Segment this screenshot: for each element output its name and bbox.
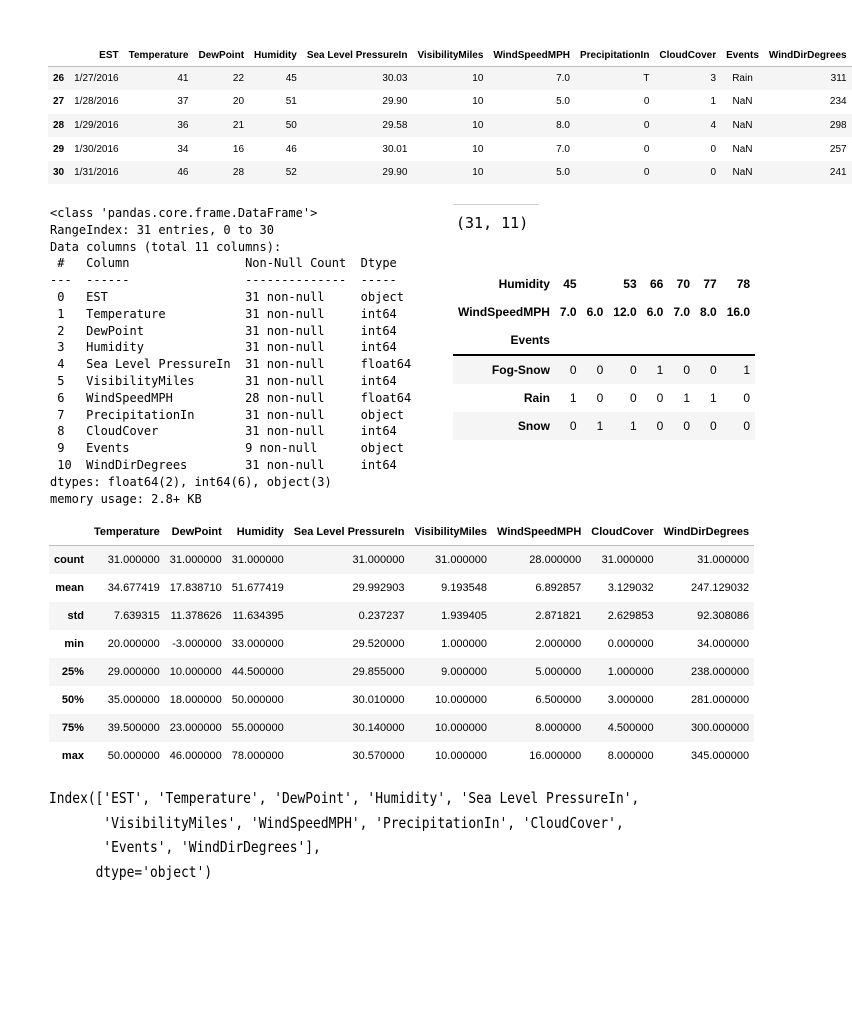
crosstab-cell: 0 (683, 419, 691, 433)
stat-cell: 29.000000 (107, 665, 160, 678)
crosstab-blank-header (582, 326, 609, 355)
info-output: <class 'pandas.core.frame.DataFrame'> RangeIndex: 31 entries, 0 to 30 Data columns (total 11 columns): # Column Non-Null Count Dtype --- ------ -------------- ----- 0 EST 31 non-null object 1 Temperature 31 non-null int64 2 DewPoint 31 non-null int64 3 Humidity 31 non-null int64 4 Sea Level PressureIn 31 non-null float64 5 VisibilityMiles 31 non-null int64 6 WindSpeedMPH 28 non-null float64 7 PrecipitationIn 31 non-null object 8 CloudCover 31 non-null int64 9 Events 9 non-null object 10 WindDirDegrees 31 non-null int64 dtypes: float64(2), int64(6), object(3) memory usage: 2.8+ KB (50, 206, 412, 506)
stat-cell: 33.000000 (231, 637, 284, 650)
stat-cell: 46.000000 (169, 749, 222, 762)
describe-table-header (49, 518, 754, 546)
cell-cloudcover: 0 (710, 143, 717, 155)
table-row (49, 658, 754, 686)
stat-cell: 238.000000 (690, 665, 750, 678)
crosstab-column-header: 7.0 (673, 305, 691, 319)
stat-cell: 31.000000 (697, 553, 750, 566)
cell-humidity: 50 (285, 119, 297, 131)
crosstab-header (453, 270, 755, 355)
stat-cell: 18.000000 (169, 693, 222, 706)
crosstab-cell: 0 (710, 363, 717, 377)
cell-temperature: 46 (177, 167, 189, 179)
cell-precipitation: 0 (643, 119, 650, 131)
stat-cell: 30.010000 (352, 693, 405, 706)
stat-cell: 10.000000 (435, 749, 488, 762)
stat-cell: 1.000000 (441, 637, 488, 650)
cell-humidity: 52 (285, 167, 297, 179)
row-index: count (54, 553, 84, 566)
table-row (49, 742, 754, 770)
column-header-dewpoint: DewPoint (171, 525, 222, 538)
crosstab-header-row-windspeed (453, 298, 755, 326)
crosstab-cell: 1 (743, 363, 751, 377)
stat-cell: 7.639315 (113, 609, 160, 622)
cell-sea-level-pressure: 30.03 (382, 73, 408, 85)
stat-cell: 6.500000 (535, 693, 582, 706)
row-index: 29 (53, 143, 65, 155)
stat-cell: 31.000000 (107, 553, 160, 566)
crosstab-cell: 0 (569, 363, 577, 377)
stat-cell: 10.000000 (435, 721, 488, 734)
cell-winddir: 311 (830, 73, 847, 85)
row-index: min (64, 637, 84, 650)
crosstab-column-header: 66 (649, 277, 664, 291)
stat-cell: 29.520000 (352, 637, 405, 650)
crosstab-blank-header (608, 326, 641, 355)
crosstab-body (453, 355, 755, 440)
row-index: 75% (61, 721, 84, 734)
stat-cell: 30.140000 (352, 721, 405, 734)
stat-cell: 3.129032 (607, 581, 654, 594)
crosstab-index-name-row (453, 326, 755, 355)
cell-cloudcover: 4 (710, 119, 717, 131)
stat-cell: 23.000000 (169, 721, 222, 734)
cell-est: 1/30/2016 (74, 143, 119, 155)
stat-cell: 1.000000 (607, 665, 654, 678)
cell-precipitation: T (643, 73, 650, 85)
shape-output: (31, 11) (456, 214, 529, 232)
crosstab-cell: 1 (629, 419, 637, 433)
stat-cell: 39.500000 (107, 721, 160, 734)
cell-humidity: 46 (285, 143, 297, 155)
cell-visibility: 10 (472, 73, 484, 85)
crosstab-cell: 0 (656, 391, 664, 405)
crosstab-cell: 1 (569, 391, 577, 405)
describe-table-body (49, 546, 754, 770)
column-header-temperature: Temperature (128, 49, 189, 61)
stat-cell: 50.000000 (231, 693, 284, 706)
table-row (49, 686, 754, 714)
stat-cell: 30.570000 (352, 749, 405, 762)
cell-humidity: 51 (285, 96, 297, 108)
output-divider (453, 204, 539, 205)
row-index: Fog-Snow (491, 363, 550, 377)
crosstab-cell: 0 (629, 391, 637, 405)
cell-winddir: 234 (829, 96, 847, 108)
stat-cell: 50.000000 (107, 749, 160, 762)
stat-cell: 17.838710 (169, 581, 222, 594)
stat-cell: 35.000000 (107, 693, 160, 706)
cell-temperature: 37 (177, 96, 189, 108)
cell-dewpoint: 16 (232, 143, 245, 155)
cell-dewpoint: 28 (232, 167, 245, 179)
stat-cell: 78.000000 (231, 749, 284, 762)
crosstab-cell: 0 (629, 363, 637, 377)
stat-cell: 2.871821 (535, 609, 582, 622)
row-index: 25% (61, 665, 84, 678)
column-header-winddir: WindDirDegrees (663, 525, 750, 538)
crosstab-table (453, 270, 755, 440)
stat-cell: 29.855000 (352, 665, 405, 678)
index-header (48, 44, 69, 67)
cell-visibility: 10 (472, 119, 484, 131)
column-header-precipitation: PrecipitationIn (579, 49, 650, 61)
crosstab-column-header: 53 (623, 277, 637, 291)
describe-table (49, 518, 754, 770)
crosstab-column-header: 8.0 (700, 305, 717, 319)
table-row (48, 90, 852, 114)
column-header-temperature: Temperature (93, 525, 160, 538)
crosstab-blank-header (695, 326, 722, 355)
cell-est: 1/29/2016 (74, 119, 119, 131)
stat-cell: 2.000000 (535, 637, 582, 650)
row-index: 27 (53, 96, 65, 108)
crosstab-level-name: WindSpeedMPH (458, 305, 550, 319)
stat-cell: 44.500000 (231, 665, 284, 678)
crosstab-column-header (582, 270, 609, 298)
crosstab-column-header: 45 (563, 277, 577, 291)
row-index: mean (55, 581, 84, 594)
row-index: Rain (523, 391, 550, 405)
column-header-winddir: WindDirDegrees (768, 49, 847, 61)
row-index: 26 (53, 73, 65, 85)
crosstab-cell: 0 (656, 419, 664, 433)
table-row (48, 161, 852, 185)
crosstab-column-header: 6.0 (586, 305, 604, 319)
index-header (49, 518, 89, 546)
crosstab-cell: 0 (596, 391, 604, 405)
cell-windspeed: 7.0 (556, 143, 570, 155)
stat-cell: 1.939405 (441, 609, 488, 622)
crosstab-cell: 0 (596, 363, 604, 377)
cell-cloudcover: 3 (710, 73, 717, 85)
crosstab-blank-header (555, 326, 582, 355)
table-row (49, 602, 754, 630)
column-header-windspeed: WindSpeedMPH (497, 525, 582, 538)
cell-cloudcover: 0 (710, 167, 717, 179)
crosstab-column-header: 78 (736, 277, 751, 291)
crosstab-column-header: 6.0 (646, 305, 664, 319)
stat-cell: 31.000000 (169, 553, 222, 566)
stat-cell: 16.000000 (529, 749, 582, 762)
crosstab-blank-header (642, 326, 669, 355)
stat-cell: 9.193548 (441, 581, 488, 594)
table-row (49, 574, 754, 602)
stat-cell: 55.000000 (231, 721, 284, 734)
crosstab-blank-header (668, 326, 695, 355)
stat-cell: 4.500000 (607, 721, 654, 734)
crosstab-index-name: Events (453, 326, 555, 355)
stat-cell: 28.000000 (529, 553, 582, 566)
cell-cloudcover: 1 (710, 96, 717, 108)
cell-precipitation: 0 (643, 96, 650, 108)
table-row (48, 114, 852, 138)
cell-humidity: 45 (285, 73, 297, 85)
column-header-visibility: VisibilityMiles (414, 525, 488, 538)
cell-precipitation: 0 (643, 143, 650, 155)
column-header-sea-level-pressure: Sea Level PressureIn (293, 525, 405, 538)
stat-cell: 8.000000 (607, 749, 654, 762)
crosstab-cell: 0 (569, 419, 577, 433)
stat-cell: 31.000000 (435, 553, 488, 566)
stat-cell: 31.000000 (601, 553, 654, 566)
table-row (453, 412, 755, 440)
crosstab-cell: 1 (710, 391, 717, 405)
cell-est: 1/31/2016 (74, 167, 119, 179)
table-row (453, 384, 755, 412)
cell-visibility: 10 (472, 167, 484, 179)
crosstab-header-row-humidity (453, 270, 755, 298)
crosstab-cell: 0 (743, 391, 751, 405)
stat-cell: 34.000000 (697, 637, 750, 650)
stat-cell: 300.000000 (690, 721, 750, 734)
stat-cell: 345.000000 (690, 749, 750, 762)
crosstab-blank-header (722, 326, 755, 355)
crosstab-cell: 0 (683, 363, 691, 377)
cell-est: 1/27/2016 (74, 73, 119, 85)
stat-cell: 29.992903 (352, 581, 405, 594)
cell-windspeed: 5.0 (556, 167, 570, 179)
table-row (49, 714, 754, 742)
column-header-humidity: Humidity (236, 525, 284, 538)
row-index: max (61, 749, 84, 762)
cell-events: NaN (732, 96, 753, 108)
column-header-sea-level-pressure: Sea Level PressureIn (306, 49, 408, 61)
head-dataframe-table (48, 44, 852, 184)
column-header-cloudcover: CloudCover (591, 525, 654, 538)
row-index: std (67, 609, 84, 622)
column-header-dewpoint: DewPoint (198, 49, 245, 61)
stat-cell: 92.308086 (697, 609, 750, 622)
cell-dewpoint: 22 (232, 73, 245, 85)
cell-winddir: 298 (829, 119, 847, 131)
row-index: 50% (61, 693, 84, 706)
crosstab-column-header: 7.0 (559, 305, 577, 319)
stat-cell: 10.000000 (435, 693, 488, 706)
cell-winddir: 257 (829, 143, 847, 155)
column-header-windspeed: WindSpeedMPH (493, 49, 570, 61)
cell-dewpoint: 20 (232, 96, 245, 108)
cell-windspeed: 7.0 (556, 73, 570, 85)
table-row (453, 355, 755, 384)
stat-cell: 2.629853 (607, 609, 654, 622)
cell-sea-level-pressure: 30.01 (382, 143, 408, 155)
stat-cell: 281.000000 (690, 693, 750, 706)
cell-events: NaN (732, 143, 753, 155)
stat-cell: 8.000000 (535, 721, 582, 734)
crosstab-cell: 1 (656, 363, 664, 377)
cell-temperature: 41 (177, 73, 189, 85)
column-header-humidity: Humidity (254, 49, 297, 61)
cell-windspeed: 5.0 (556, 96, 570, 108)
stat-cell: 10.000000 (169, 665, 222, 678)
stat-cell: 0.237237 (358, 609, 405, 622)
stat-cell: 3.000000 (607, 693, 654, 706)
stat-cell: 31.000000 (352, 553, 405, 566)
cell-events: NaN (732, 119, 753, 131)
crosstab-column-header: 12.0 (613, 305, 637, 319)
crosstab-cell: 0 (710, 419, 717, 433)
cell-winddir: 241 (829, 167, 847, 179)
crosstab-cell: 0 (743, 419, 751, 433)
columns-index-output: Index(['EST', 'Temperature', 'DewPoint', 'Humidity', 'Sea Level PressureIn', 'VisibilityMiles', 'WindSpeedMPH', 'PrecipitationIn', 'CloudCover', 'Events', 'WindDirDegrees'], dtype='object') (49, 789, 640, 881)
stat-cell: 11.378626 (170, 609, 222, 622)
stat-cell: 34.677419 (107, 581, 160, 594)
cell-sea-level-pressure: 29.58 (382, 119, 408, 131)
table-row (48, 67, 852, 91)
table-row (49, 546, 754, 574)
stat-cell: 51.677419 (231, 581, 284, 594)
cell-sea-level-pressure: 29.90 (382, 96, 408, 108)
cell-events: NaN (732, 167, 753, 179)
table-row (48, 137, 852, 161)
row-index: Snow (517, 419, 550, 433)
column-header-visibility: VisibilityMiles (417, 49, 484, 61)
cell-sea-level-pressure: 29.90 (382, 167, 408, 179)
row-index: 28 (53, 119, 65, 131)
stat-cell: 9.000000 (441, 665, 488, 678)
cell-est: 1/28/2016 (74, 96, 119, 108)
crosstab-cell: 1 (596, 419, 604, 433)
cell-temperature: 34 (177, 143, 189, 155)
cell-temperature: 36 (177, 119, 189, 131)
cell-visibility: 10 (472, 96, 484, 108)
cell-precipitation: 0 (643, 167, 650, 179)
cell-visibility: 10 (472, 143, 484, 155)
stat-cell: 6.892857 (535, 581, 582, 594)
column-header-est: EST (99, 49, 119, 61)
head-table-body (48, 67, 852, 185)
crosstab-column-header: 70 (676, 277, 691, 291)
stat-cell: 0.000000 (607, 637, 654, 650)
head-table-header-row (48, 44, 852, 67)
stat-cell: 20.000000 (107, 637, 160, 650)
cell-events: Rain (732, 73, 753, 85)
crosstab-column-header: 16.0 (726, 305, 751, 319)
crosstab-column-header: 77 (703, 277, 717, 291)
column-header-events: Events (726, 49, 759, 61)
row-index: 30 (53, 167, 65, 179)
stat-cell: 11.634395 (232, 609, 284, 622)
describe-header-row (49, 518, 754, 546)
head-table-header (48, 44, 852, 67)
stat-cell: 31.000000 (231, 553, 284, 566)
stat-cell: -3.000000 (172, 637, 222, 650)
stat-cell: 247.129032 (690, 581, 750, 594)
crosstab-cell: 1 (683, 391, 691, 405)
stat-cell: 5.000000 (535, 665, 582, 678)
crosstab-level-name: Humidity (498, 277, 550, 291)
cell-windspeed: 8.0 (556, 119, 570, 131)
table-row (49, 630, 754, 658)
column-header-cloudcover: CloudCover (659, 49, 717, 61)
cell-dewpoint: 21 (232, 119, 245, 131)
